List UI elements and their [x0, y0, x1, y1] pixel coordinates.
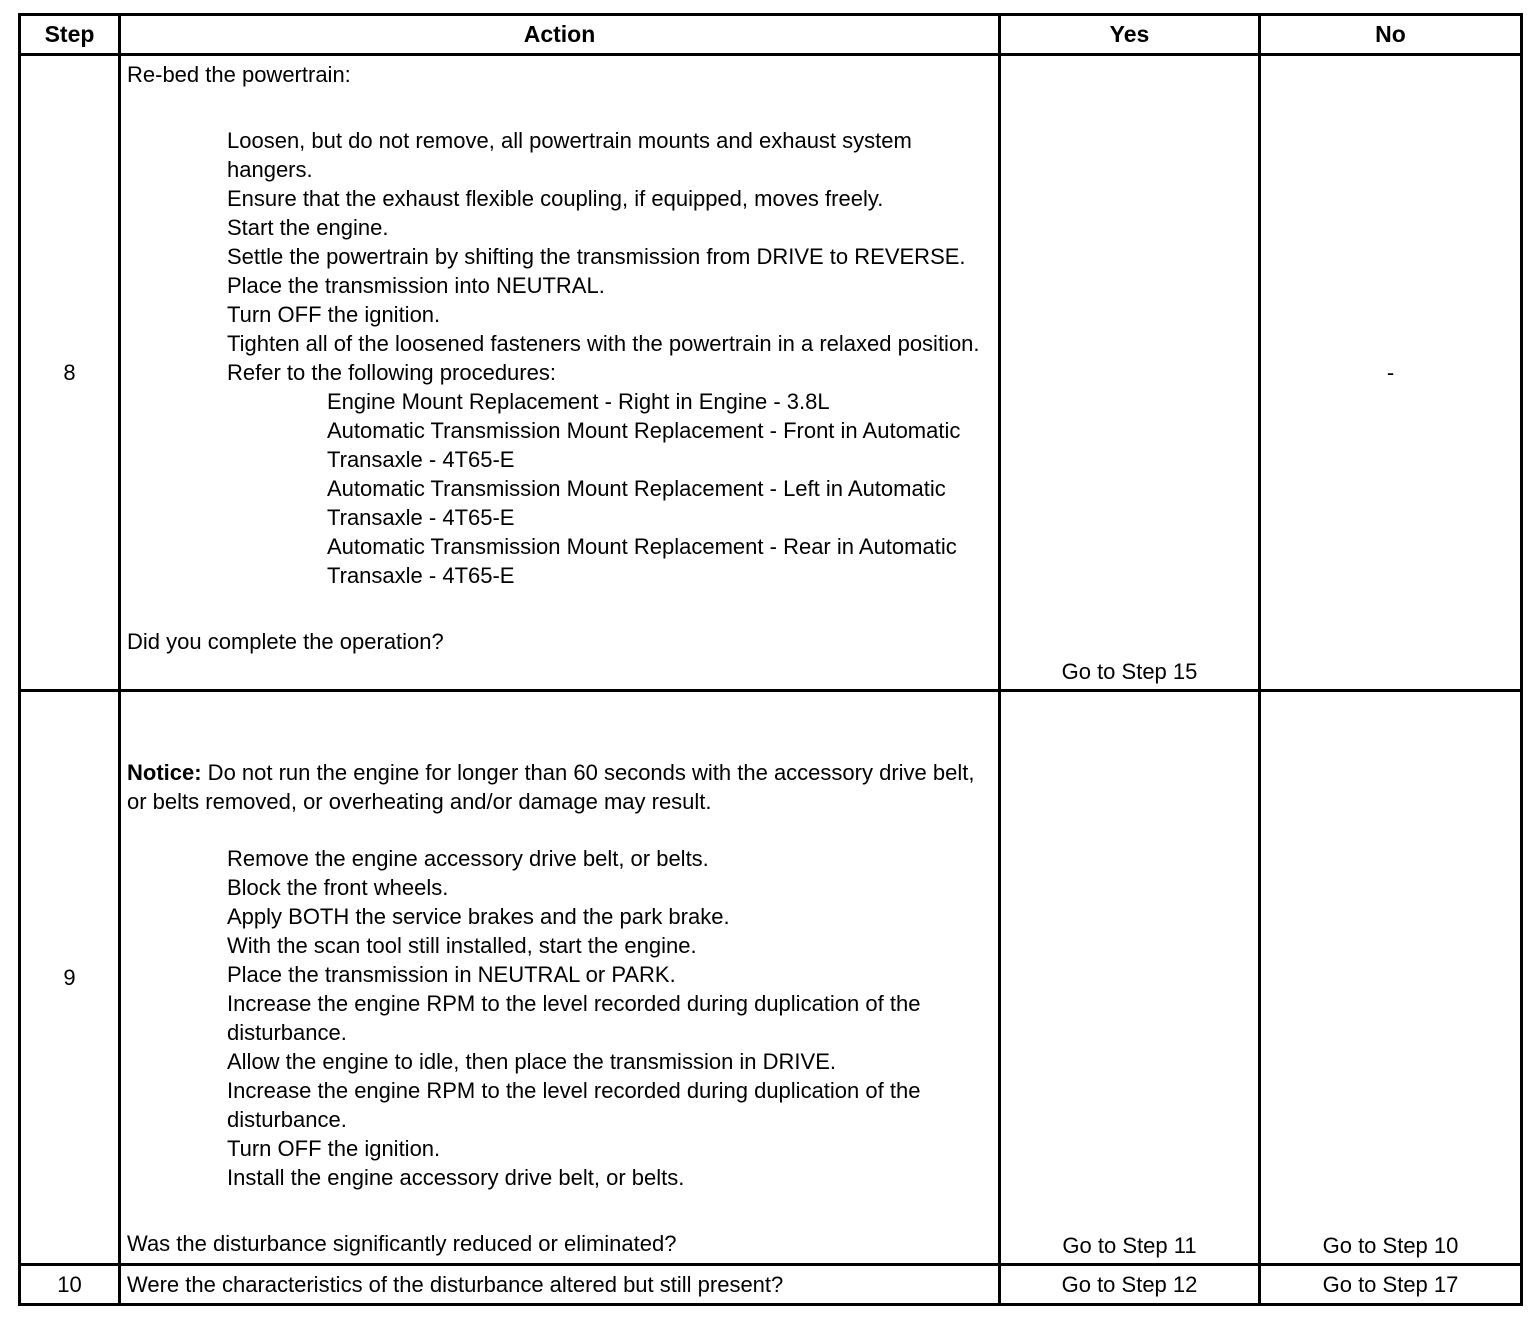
notice-text	[127, 758, 992, 816]
header-row	[20, 15, 1522, 55]
notice-body: Do not run the engine for longer than 60 seconds with the accessory drive belt, or belts removed, or overheating and/or damage may result.	[127, 760, 975, 814]
step-number: 9	[20, 691, 120, 1265]
table-row	[20, 1265, 1522, 1305]
notice-label: Notice:	[127, 760, 202, 785]
step-number: 10	[20, 1265, 120, 1305]
action-intro: Re-bed the powertrain:	[127, 62, 351, 87]
list-item: Settle the powertrain by shifting the transmission from DRIVE to REVERSE.	[227, 244, 966, 269]
header-action: Action	[120, 15, 1000, 55]
sub-list-item: Engine Mount Replacement - Right in Engine - 3.8L	[327, 389, 830, 414]
list-item: Ensure that the exhaust flexible coupling, if equipped, moves freely.	[227, 186, 884, 211]
sub-list-item: Automatic Transmission Mount Replacement - Left in Automatic Transaxle - 4T65-E	[327, 476, 946, 530]
yes-result: Go to Step 12	[1000, 1265, 1260, 1305]
action-cell	[120, 691, 1000, 1265]
list-item: Block the front wheels.	[227, 875, 449, 900]
list-item: Tighten all of the loosened fasteners with the powertrain in a relaxed position. Refer to the following procedures:	[227, 331, 980, 385]
sub-list-item: Automatic Transmission Mount Replacement - Rear in Automatic Transaxle - 4T65-E	[327, 534, 957, 588]
list-item: With the scan tool still installed, start the engine.	[227, 933, 697, 958]
table-row	[20, 691, 1522, 1265]
action-question: Were the characteristics of the disturbance altered but still present?	[120, 1265, 1000, 1305]
no-result: Go to Step 10	[1260, 691, 1522, 1265]
list-item: Turn OFF the ignition.	[227, 302, 441, 327]
list-item: Turn OFF the ignition.	[227, 1136, 441, 1161]
list-item: Place the transmission in NEUTRAL or PARK.	[227, 962, 676, 987]
yes-result: Go to Step 11	[1000, 691, 1260, 1265]
yes-result: Go to Step 15	[1000, 55, 1260, 691]
list-item: Allow the engine to idle, then place the transmission in DRIVE.	[227, 1049, 836, 1074]
table-row	[20, 55, 1522, 691]
list-item: Loosen, but do not remove, all powertrain mounts and exhaust system hangers.	[227, 128, 912, 182]
sub-list-item: Automatic Transmission Mount Replacement - Front in Automatic Transaxle - 4T65-E	[327, 418, 961, 472]
list-item: Increase the engine RPM to the level recorded during duplication of the disturbance.	[227, 991, 921, 1045]
header-step: Step	[20, 15, 120, 55]
list-item: Start the engine.	[227, 215, 389, 240]
action-cell	[120, 55, 1000, 691]
list-item: Remove the engine accessory drive belt, or belts.	[227, 846, 709, 871]
action-question: Was the disturbance significantly reduced or eliminated?	[127, 1231, 677, 1256]
list-item: Place the transmission into NEUTRAL.	[227, 273, 605, 298]
header-no: No	[1260, 15, 1522, 55]
list-item: Increase the engine RPM to the level recorded during duplication of the disturbance.	[227, 1078, 921, 1132]
action-question: Did you complete the operation?	[127, 629, 444, 654]
header-yes: Yes	[1000, 15, 1260, 55]
list-item: Install the engine accessory drive belt, or belts.	[227, 1165, 685, 1190]
step-number: 8	[20, 55, 120, 691]
no-result: Go to Step 17	[1260, 1265, 1522, 1305]
procedure-table	[18, 13, 1523, 1306]
list-item: Apply BOTH the service brakes and the park brake.	[227, 904, 730, 929]
no-result: -	[1260, 55, 1522, 691]
